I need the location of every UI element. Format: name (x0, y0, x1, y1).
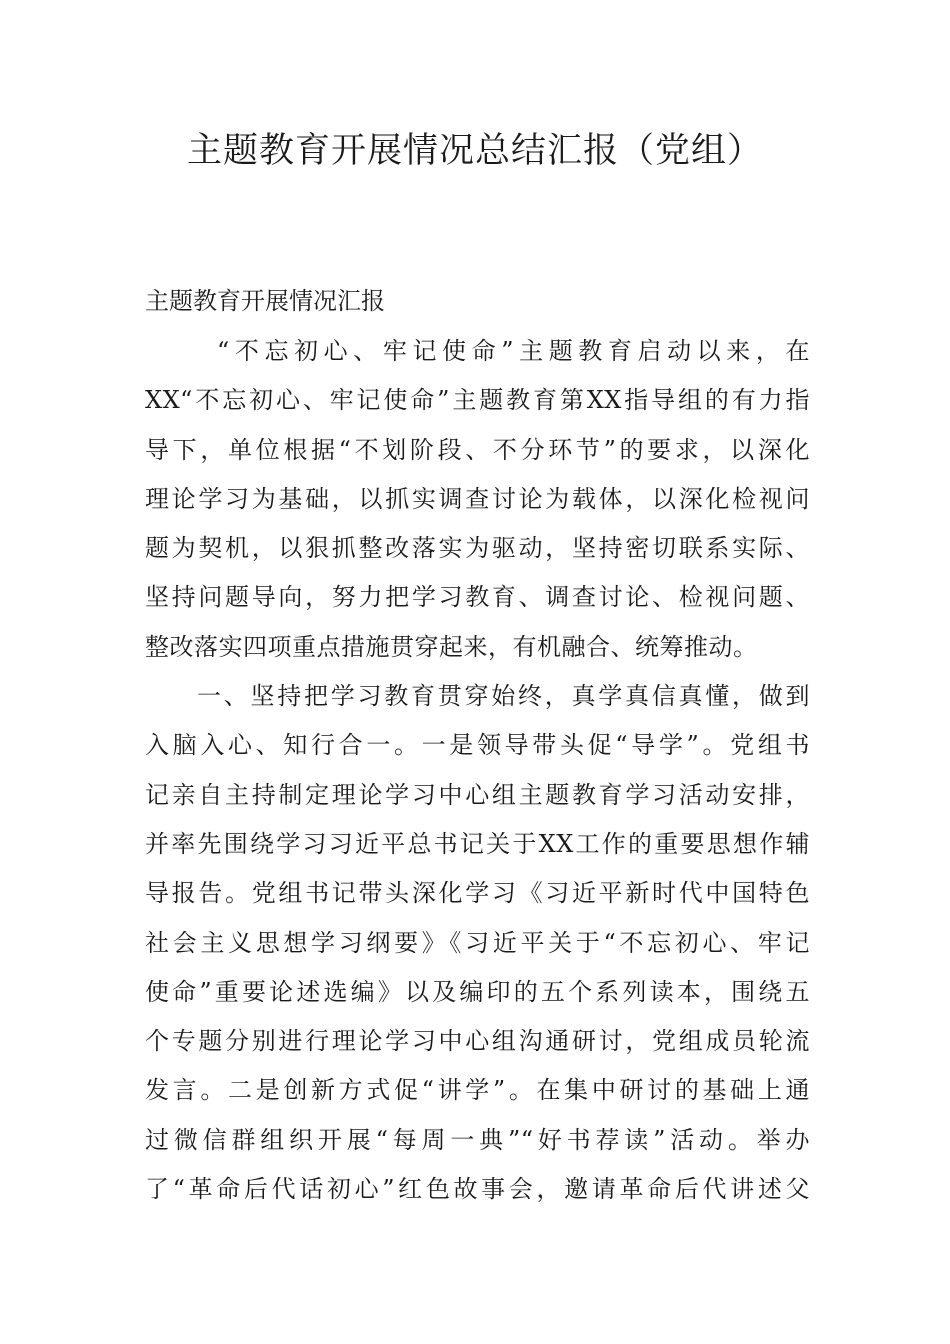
body-line: 导下，单位根据“不划阶段、不分环节”的要求，以深化 (145, 435, 810, 464)
body-line: 一、坚持把学习教育贯穿始终，真学真信真懂，做到 (197, 682, 810, 711)
body-line: 使命”重要论述选编》以及编印的五个系列读本，围绕五 (145, 977, 810, 1006)
body-line: 并率先围绕学习习近平总书记关于XX工作的重要思想作辅 (145, 829, 810, 858)
body-line: 了“革命后代话初心”红色故事会，邀请革命后代讲述父 (145, 1175, 810, 1204)
body-line: 题为契机，以狠抓整改落实为驱动，坚持密切联系实际、 (145, 534, 810, 563)
document-title: 主题教育开展情况总结汇报（党组） (186, 131, 763, 171)
body-line: 入脑入心、知行合一。一是领导带头促“导学”。党组书 (145, 731, 810, 760)
body-line: 记亲自主持制定理论学习中心组主题教育学习活动安排， (145, 780, 810, 809)
body-line: 个专题分别进行理论学习中心组沟通研讨，党组成员轮流 (145, 1027, 810, 1056)
document-body (145, 331, 810, 1218)
body-line: 导报告。党组书记带头深化学习《习近平新时代中国特色 (145, 879, 810, 908)
body-line: 发言。二是创新方式促“讲学”。在集中研讨的基础上通 (145, 1076, 810, 1105)
document-subtitle: 主题教育开展情况汇报 (145, 287, 385, 315)
body-line: 理论学习为基础，以抓实调查讨论为载体，以深化检视问 (145, 484, 810, 513)
body-line: 坚持问题导向，努力把学习教育、调查讨论、检视问题、 (145, 583, 810, 612)
body-line: 过微信群组织开展“每周一典”“好书荐读”活动。举办 (145, 1125, 810, 1154)
body-line: 整改落实四项重点措施贯穿起来，有机融合、统筹推动。 (145, 632, 758, 661)
body-line: “不忘初心、牢记使命”主题教育启动以来，在 (217, 337, 810, 365)
body-line: 社会主义思想学习纲要》《习近平关于“不忘初心、牢记 (145, 928, 810, 957)
body-line: XX“不忘初心、牢记使命”主题教育第XX指导组的有力指 (145, 386, 810, 415)
